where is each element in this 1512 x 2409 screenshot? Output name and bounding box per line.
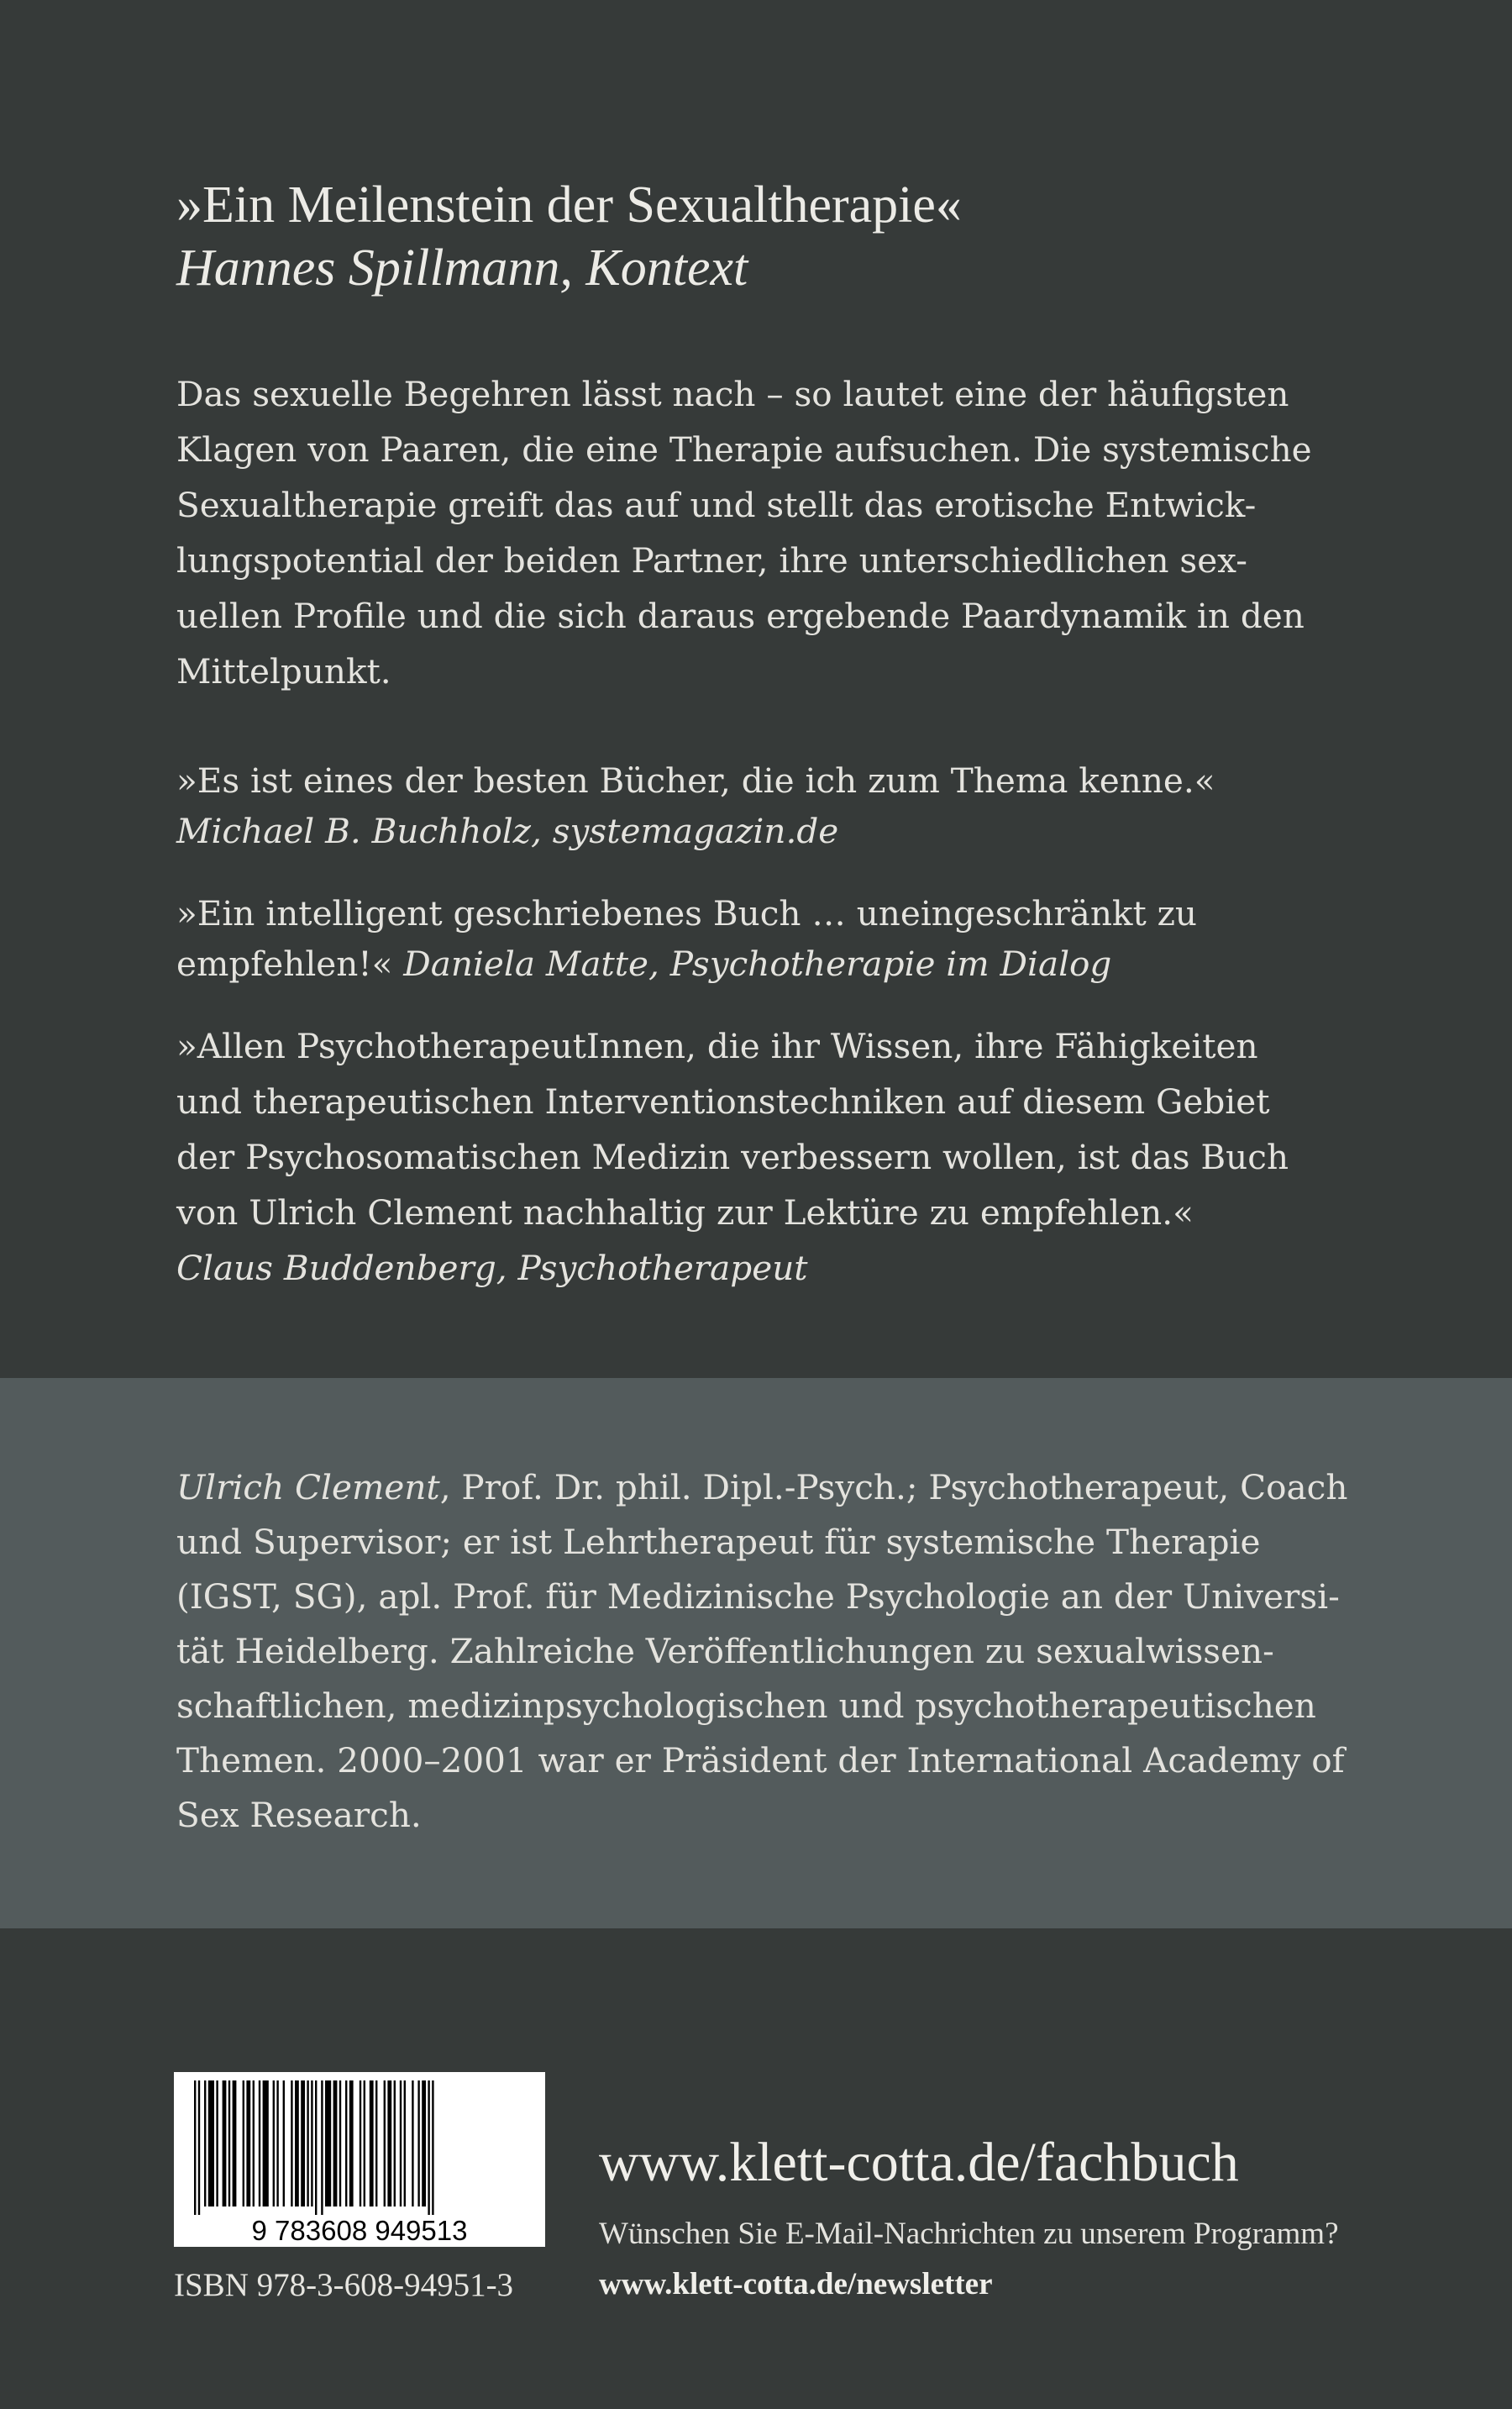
barcode-bar [417,2080,419,2206]
review-1 [176,753,1352,859]
barcode-bar [263,2080,269,2206]
barcode-bar [349,2080,354,2206]
review-quote: »Es ist eines der besten Bücher, die ich zum Thema kenne.« [176,760,1215,801]
barcode-bar [432,2080,433,2215]
barcode-bar [295,2080,299,2206]
barcode-bar [204,2080,206,2206]
description-line: Sexualtherapie greift das auf und stellt das erotische Entwick- [176,485,1257,525]
barcode-bar [291,2080,292,2206]
barcode-bar [364,2080,365,2206]
barcode-bar [370,2080,374,2206]
review-quote-line-2 [176,936,1352,991]
barcode-bar [311,2080,312,2206]
bio-line: (IGST, SG), apl. Prof. für Medizinische Psychologie an der Universi- [176,1576,1340,1617]
barcode-bar [216,2080,218,2206]
headline-source: Hannes Spillmann, Kontext [176,239,748,297]
barcode-bar [233,2080,237,2206]
review-quote-line: »Ein intelligent geschriebenes Buch … uneingeschränkt zu [176,893,1198,934]
barcode-bar [246,2080,250,2206]
barcode-bar [243,2080,244,2206]
book-description [176,366,1352,699]
description-line: Das sexuelle Begehren lässt nach – so lautet eine der häufigsten [176,374,1289,414]
isbn-number: ISBN 978-3-608-94951-3 [174,2267,514,2303]
review-2 [176,886,1352,991]
review-quote-end: empfehlen!« [176,944,404,984]
barcode-bar [228,2080,230,2206]
barcode-bar [412,2080,413,2206]
newsletter-question: Wünschen Sie E-Mail-Nachrichten zu unserem Programm? [599,2217,1339,2251]
barcode-bar [321,2080,323,2215]
author-bio [176,1460,1352,1843]
publisher-website: www.klett-cotta.de/fachbuch [599,2132,1239,2193]
description-line: uellen Profile und die sich daraus ergebende Paardynamik in den [176,596,1305,636]
bio-credentials: , Prof. Dr. phil. Dipl.-Psych.; Psychotherapeut, Coach [439,1467,1348,1507]
barcode-bar [422,2080,426,2206]
barcode-bar [339,2080,341,2206]
barcode-bar [194,2080,196,2215]
barcode-bar [223,2080,227,2206]
barcode-bar [315,2080,317,2215]
review-3 [176,1018,1352,1296]
barcode-digits: 9 783608 949513 [251,2215,468,2246]
review-quote-line: und therapeutischen Interventionstechniken auf diesem Gebiet [176,1081,1270,1122]
barcode-bar [345,2080,347,2206]
barcode-bar [301,2080,305,2206]
bio-line: und Supervisor; er ist Lehrtherapeut für systemische Therapie [176,1522,1261,1562]
description-line: Klagen von Paaren, die eine Therapie aufsuchen. Die systemische [176,429,1312,470]
description-line: Mittelpunkt. [176,651,391,692]
review-source: Michael B. Buchholz, systemagazin.de [176,811,839,851]
barcode-bar [276,2080,278,2206]
headline-quote: »Ein Meilenstein der Sexualtherapie« [176,176,962,234]
barcode-bar [400,2080,402,2206]
barcode-bar [333,2080,338,2206]
barcode-bar [428,2080,429,2215]
bio-line: Themen. 2000–2001 war er Präsident der International Academy of [176,1740,1345,1780]
barcode-bar [394,2080,396,2206]
bio-line: Sex Research. [176,1795,422,1835]
barcode-bar [404,2080,406,2206]
barcode-bar [259,2080,260,2206]
isbn-barcode [174,2072,545,2247]
review-source: Claus Buddenberg, Psychotherapeut [176,1248,808,1288]
bio-line: tät Heidelberg. Zahlreiche Veröffentlichungen zu sexualwissen- [176,1631,1274,1671]
barcode-bar [375,2080,377,2206]
review-quote-line: von Ulrich Clement nachhaltig zur Lektüre zu empfehlen.« [176,1192,1194,1233]
barcode-bar [198,2080,200,2215]
barcode-bar [253,2080,255,2206]
barcode-bar [307,2080,308,2206]
barcode-bar [273,2080,275,2206]
barcode-bar [360,2080,361,2206]
barcode-bar [325,2080,331,2206]
author-name: Ulrich Clement [176,1467,440,1507]
review-quote-line: der Psychosomatischen Medizin verbessern wollen, ist das Buch [176,1137,1289,1177]
barcode-bar [387,2080,391,2206]
review-source: Daniela Matte, Psychotherapie im Dialog [403,944,1112,984]
barcode-bar [283,2080,285,2206]
barcode-bar [384,2080,386,2206]
description-line: lungspotential der beiden Partner, ihre unterschiedlichen sex- [176,540,1247,581]
bio-line: schaftlichen, medizinpsychologischen und psychotherapeutischen [176,1686,1316,1726]
barcode-graphic [174,2072,545,2247]
review-quote-line: »Allen PsychotherapeutInnen, die ihr Wissen, ihre Fähigkeiten [176,1026,1258,1066]
newsletter-url: www.klett-cotta.de/newsletter [599,2267,993,2301]
barcode-bar [208,2080,214,2206]
bio-line-1 [176,1460,1352,1515]
